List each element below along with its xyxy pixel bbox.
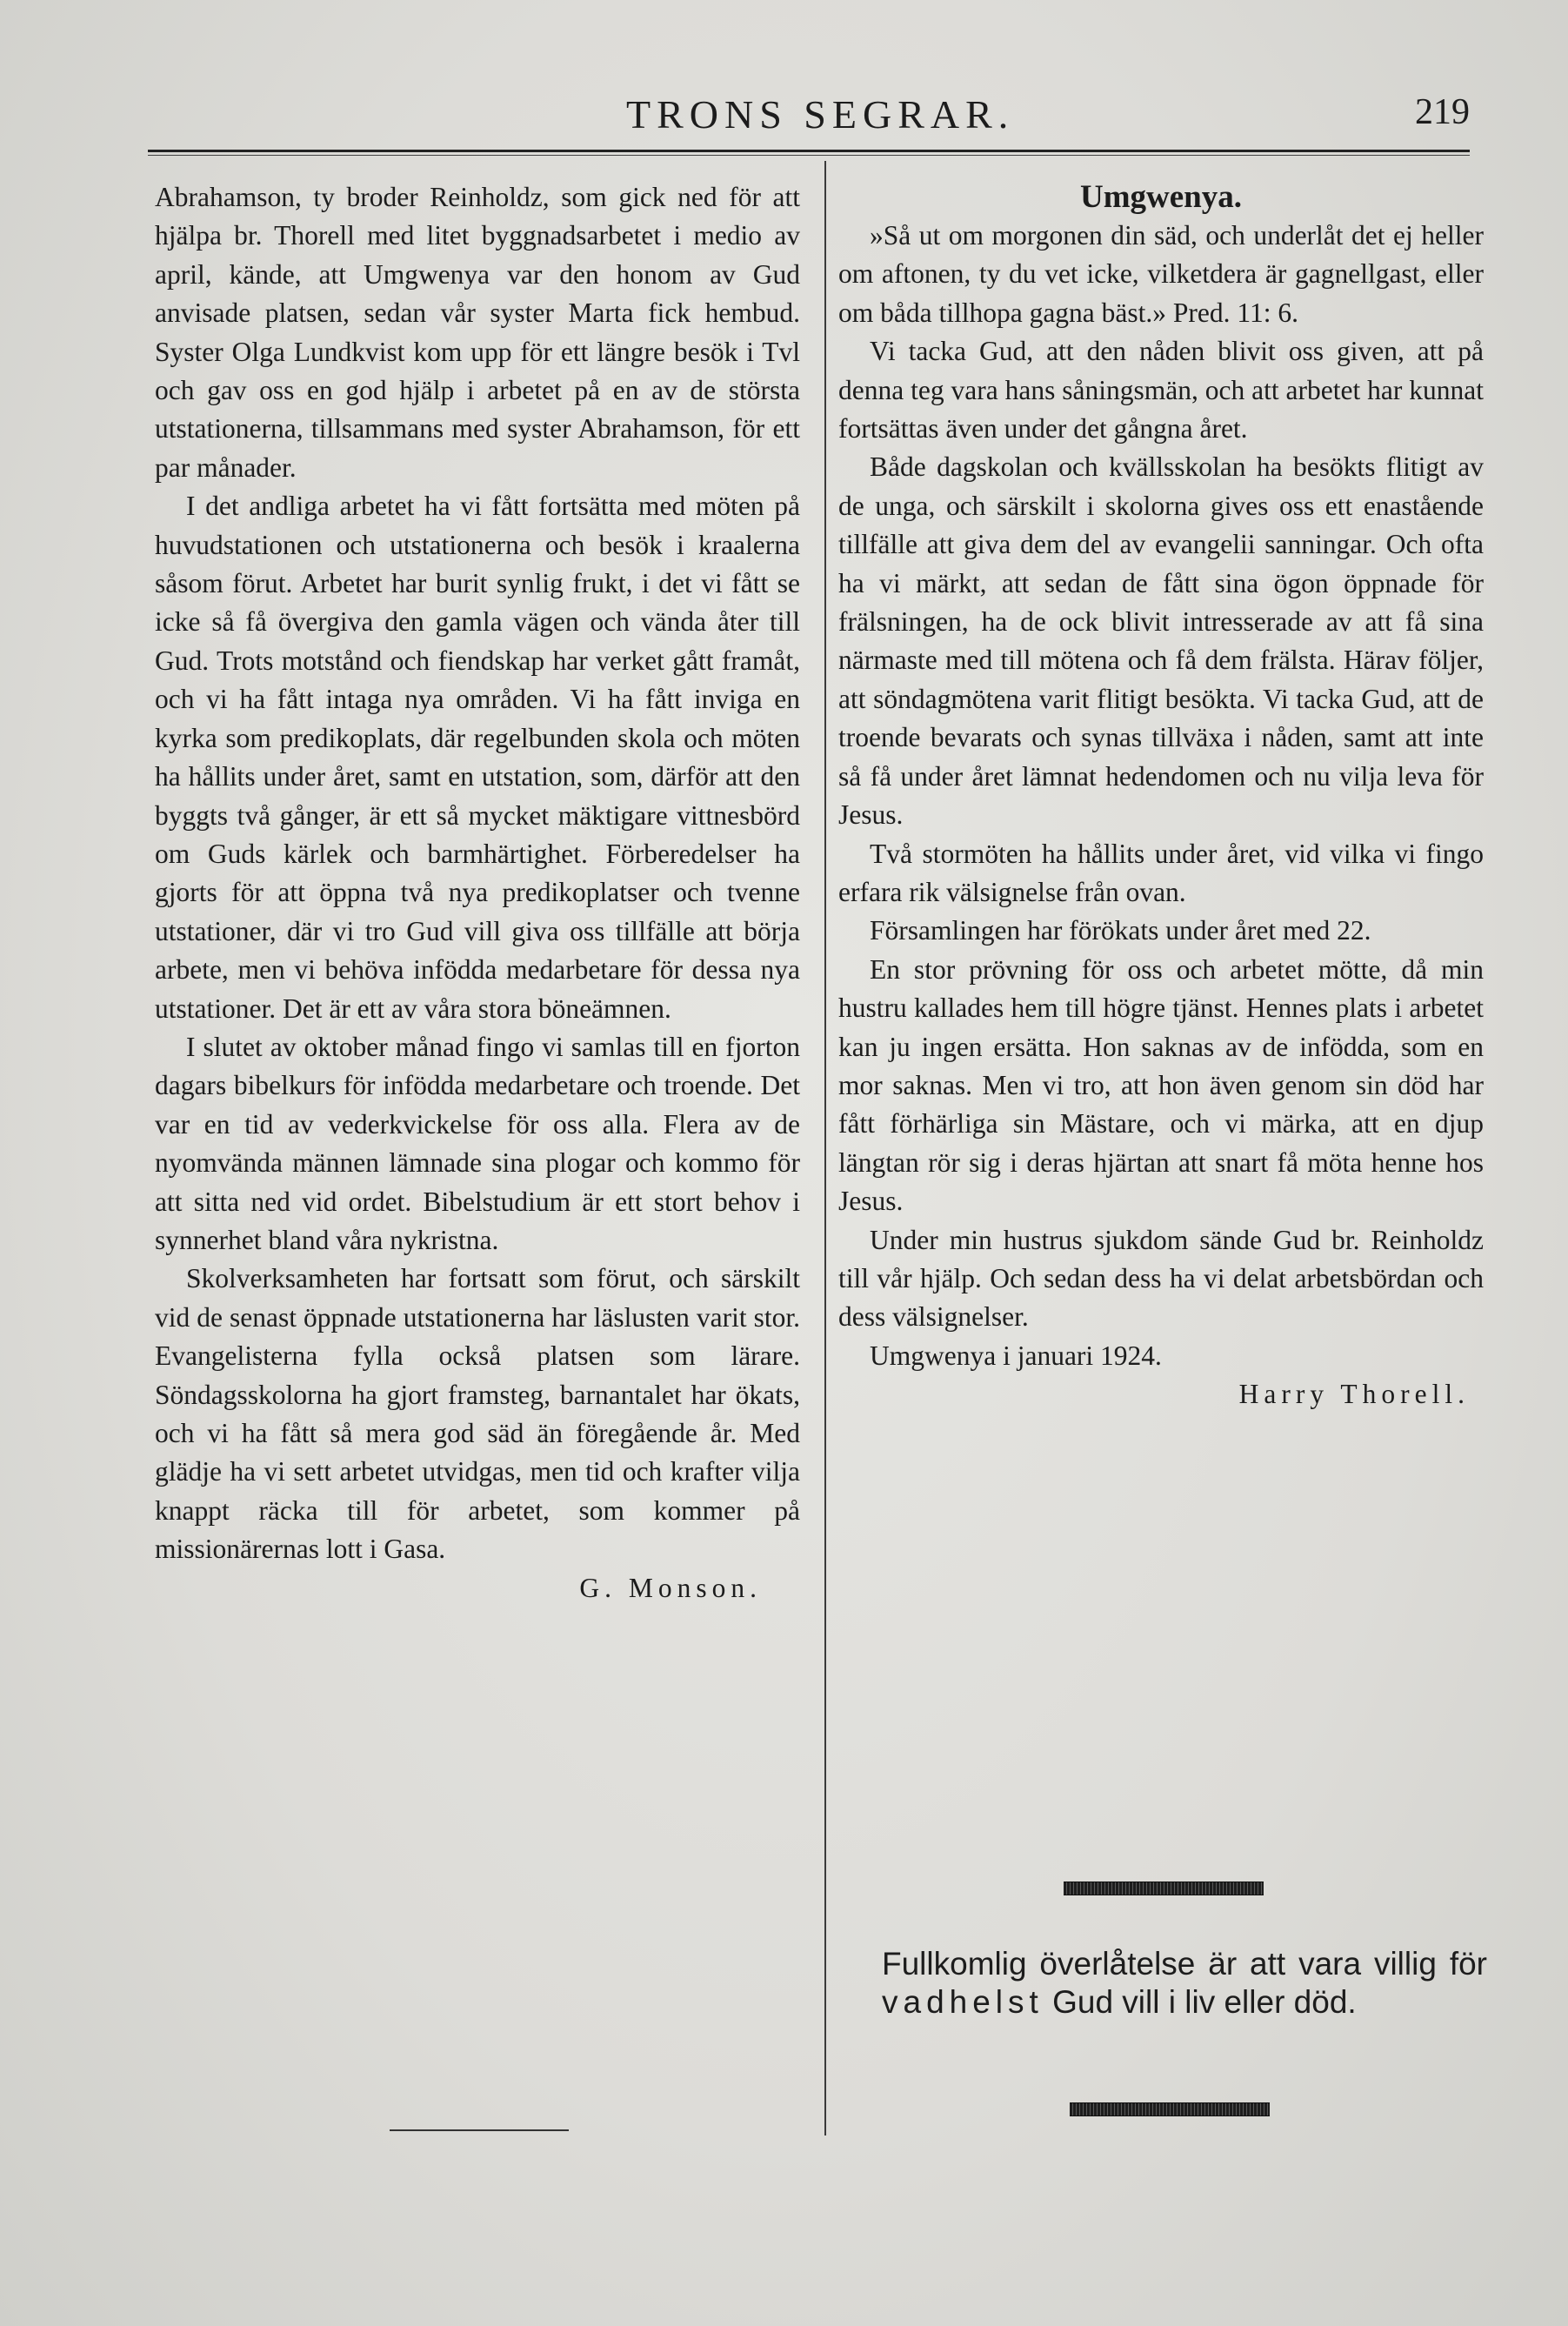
article-end-rule (390, 2129, 569, 2131)
motto-box (882, 1945, 1487, 2022)
column-divider (824, 161, 826, 2136)
page-header (148, 91, 1470, 144)
left-paragraph-3: I slutet av oktober månad fingo vi samlas till en fjorton dagars bibelkurs för infödda medarbetare och troende. Det var en tid av vederkvickelse för oss alla. Flera av de nyomvända männen lämnade sina plogar och kommo för att sitta ned vid ordet. Bibelstudium är ett stort behov i synnerhet bland våra nykristna. (155, 1031, 800, 1255)
right-paragraph-3: Både dagskolan och kvällsskolan ha besökts flitigt av de unga, och särskilt i skolorna gives oss ett enastående tillfälle att giva dem del av evangelii sanningar. Och ofta ha vi märkt, att sedan de fått sina ögon öppnade för frälsningen, ha de ock blivit intresserade av att få sina närmaste med till mötena och få dem frälsta. Härav följer, att söndagmötena varit flitigt besökta. Vi tacka Gud, att de troende bevarats och synas tillväxa i nåden, samt att inte så få under året lämnat hedendomen och nu vilja leva för Jesus. (838, 451, 1484, 831)
right-paragraph-1: »Så ut om morgonen din säd, och underlåt det ej heller om aftonen, ty du vet icke, vilketdera är gagnellgast, eller om båda tillhopa gagna bäst.» Pred. 11: 6. (838, 220, 1484, 328)
running-title: TRONS SEGRAR. (626, 92, 1015, 137)
ornament-rule-top (1064, 1882, 1264, 1895)
left-paragraph-4: Skolverksamheten har fortsatt som förut, och särskilt vid de senast öppnade utstationerna har läslusten varit stor. Evangelisterna fylla också platsen som lärare. Söndagsskolorna ha gjort framsteg, barnantalet har ökats, och vi ha fått så mera god säd än föregående år. Med glädje ha vi sett arbetet utvidgas, men tid och krafter vilja knappt räcka till för arbetet, som kommer på missionärernas lott i Gasa. (155, 1263, 800, 1565)
right-paragraph-7: Under min hustrus sjukdom sände Gud br. Reinholdz till vår hjälp. Och sedan dess ha vi delat arbetsbördan och dess välsignelser. (838, 1224, 1484, 1333)
right-column (838, 178, 1484, 1414)
ornament-rule-bottom (1070, 2102, 1270, 2116)
motto-text-start: Fullkomlig överlåtelse är att vara villig för (882, 1946, 1487, 1982)
left-signature: G. Monson. (579, 1572, 762, 1603)
right-paragraph-6: En stor prövning för oss och arbetet mötte, då min hustru kallades hem till högre tjänst. Hennes plats i arbetet kan ju ingen ersätta. Hon saknas av de infödda, som en mor saknas. Men vi tro, att hon även genom sin död har fått förhärliga sin Mästare, och vi märka, att en djup längtan rör sig i deras hjärtan att snart få möta henne hos Jesus. (838, 953, 1484, 1217)
right-paragraph-5: Församlingen har förökats under året med 22. (870, 915, 1371, 946)
motto-text-end: Gud vill i liv eller död. (1043, 1984, 1357, 2020)
motto-emphasis: vadhelst (882, 1984, 1044, 2020)
right-paragraph-2: Vi tacka Gud, att den nåden blivit oss given, att på denna teg vara hans såningsmän, och att arbetet har kunnat fortsättas även under det gångna året. (838, 336, 1484, 444)
article-heading: Umgwenya. (1079, 179, 1242, 215)
page-number: 219 (1415, 92, 1470, 132)
left-paragraph-1: Abrahamson, ty broder Reinholdz, som gick ned för att hjälpa br. Thorell med litet byggnadsarbetet i medio av april, kände, att Umgwenya var den honom av Gud anvisade platsen, sedan vår syster Marta fick hembud. Syster Olga Lundkvist kom upp för ett längre besök i Tvl och gav oss en god hjälp i arbetet på en av de största utstationerna, tillsammans med syster Abrahamson, för ett par månader. (155, 182, 800, 483)
right-signature: Harry Thorell. (1238, 1379, 1470, 1410)
right-paragraph-4: Två stormöten ha hållits under året, vid vilka vi fingo erfara rik välsignelse från ovan. (838, 838, 1484, 907)
dateline: Umgwenya i januari 1924. (870, 1340, 1162, 1371)
left-column (155, 178, 800, 1607)
left-paragraph-2: I det andliga arbetet ha vi fått fortsätta med möten på huvudstationen och utstationerna och besök i kraalerna såsom förut. Arbetet har burit synlig frukt, i det vi fått se icke så få övergiva den gamla vägen och vända åter till Gud. Trots motstånd och fiendskap har verket gått framåt, och vi ha fått intaga nya områden. Vi ha fått inviga en kyrka som predikoplats, där regelbunden skola och möten ha hållits under året, samt en utstation, som, därför att den byggts två gånger, är ett så mycket mäktigare vittnesbörd om Guds kärlek och barmhärtighet. Förberedelser ha gjorts för att öppna två nya predikoplatser och tvenne utstationer, där vi tro Gud vill giva oss tillfälle att börja arbete, men vi behöva infödda medarbetare för dessa nya utstationer. Det är ett av våra stora böneämnen. (155, 491, 800, 1024)
header-rule (148, 150, 1470, 156)
